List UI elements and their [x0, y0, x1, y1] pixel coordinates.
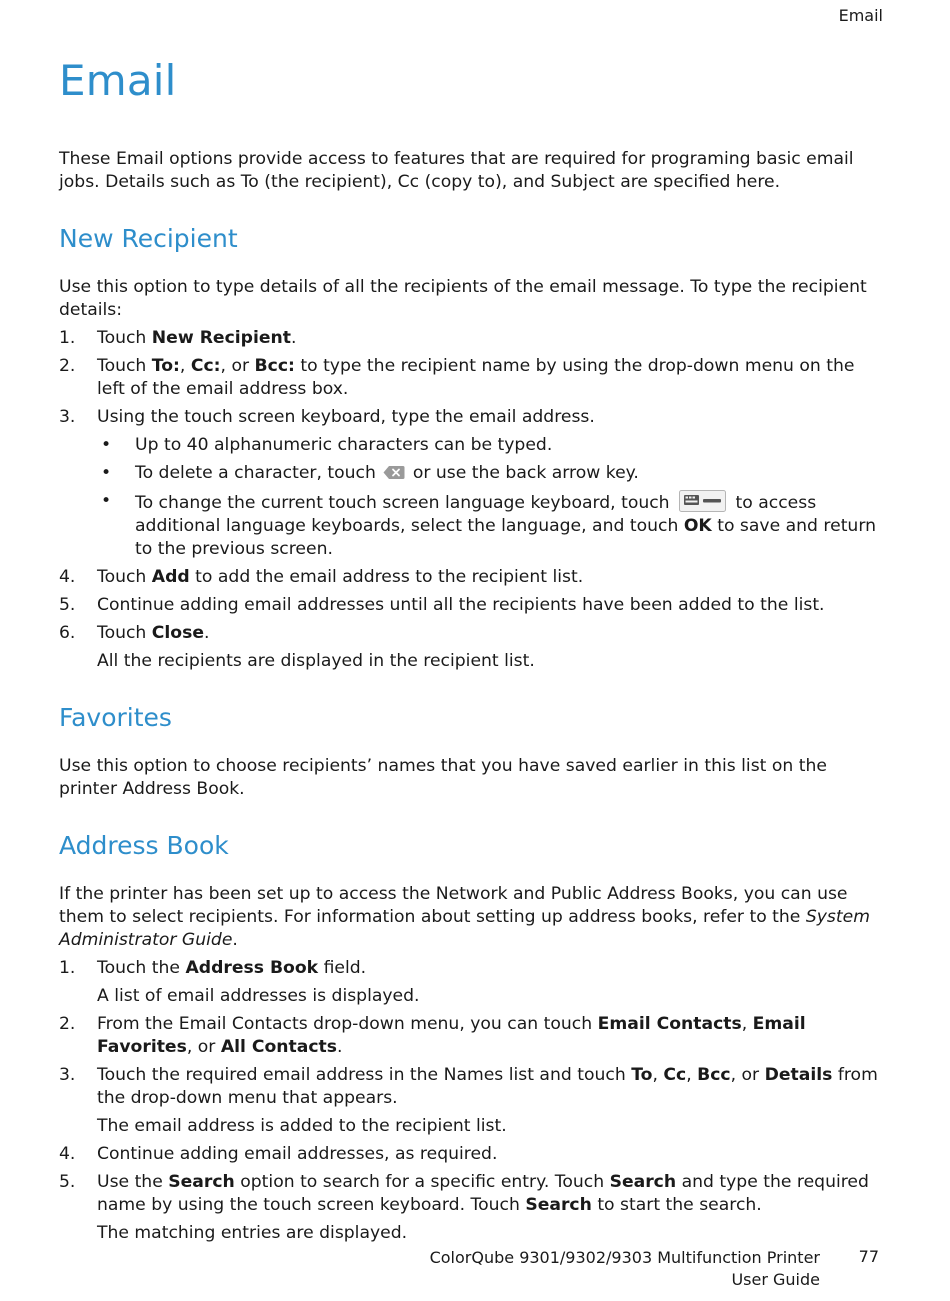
list-item: 1. Touch the Address Book field. A list of email addresses is displayed. — [59, 957, 881, 1008]
step-number: 5. — [59, 1172, 76, 1192]
bullet-list — [97, 434, 881, 561]
backspace-delete-icon — [383, 465, 405, 480]
footer-guide-name: User Guide — [731, 1270, 820, 1289]
running-header: Email — [838, 6, 883, 25]
address-book-steps — [59, 957, 881, 1245]
page-title: Email — [59, 56, 177, 105]
new-recipient-steps — [59, 327, 881, 673]
list-item: 3. Touch the required email address in the Names list and touch To, Cc, Bcc, or Details from the drop-down menu that appears. The email address is added to the recipient list. — [59, 1064, 881, 1138]
list-item: 2. Touch To:, Cc:, or Bcc: to type the recipient name by using the drop-down menu on the left of the email address box. — [59, 356, 855, 399]
bullet-item: • To change the current touch screen language keyboard, touch to access additional language keyboards, select the language, and touch OK to save and return to the previous screen. — [101, 491, 876, 559]
step-number: 2. — [59, 1014, 76, 1034]
step-result: The email address is added to the recipient list. — [97, 1116, 507, 1136]
step-number: 4. — [59, 1144, 76, 1164]
step-result: The matching entries are displayed. — [97, 1223, 408, 1243]
footer-product — [430, 1247, 820, 1291]
bullet: • — [101, 491, 112, 511]
intro-paragraph: These Email options provide access to features that are required for programing basic email jobs. Details such as To (the recipient), Cc (copy to), and Subject are specified here. — [59, 149, 854, 192]
list-item: 2. From the Email Contacts drop-down menu, you can touch Email Contacts, Email Favorites, or All Contacts. — [59, 1014, 806, 1057]
step-result: A list of email addresses is displayed. — [97, 986, 420, 1006]
list-item: 4. Touch Add to add the email address to the recipient list. — [59, 567, 584, 587]
step-number: 4. — [59, 567, 76, 587]
list-item: 3. Using the touch screen keyboard, type the email address. • Up to 40 alphanumeric characters can be typed. • To delete a character, touch or use the back arrow key. • To change the current touch screen language keyboard, touch to access additional language keyboards, select the language, and touch OK to save and return to the previous screen. — [59, 406, 881, 561]
bullet: • — [101, 435, 112, 455]
section-heading-address-book: Address Book — [59, 831, 229, 860]
list-item: 4. Continue adding email addresses, as required. — [59, 1144, 498, 1164]
list-item: 1. Touch New Recipient. — [59, 328, 297, 348]
keyboard-language-icon — [679, 490, 726, 512]
bullet: • — [101, 463, 112, 483]
bullet-item: • To delete a character, touch or use the back arrow key. — [101, 463, 639, 483]
new-recipient-lead: Use this option to type details of all the recipients of the email message. To type the recipient details: — [59, 277, 867, 320]
step-number: 1. — [59, 958, 76, 978]
step-result: All the recipients are displayed in the recipient list. — [97, 651, 535, 671]
step-number: 3. — [59, 1065, 76, 1085]
bullet-item: • Up to 40 alphanumeric characters can be typed. — [101, 435, 553, 455]
step-number: 1. — [59, 328, 76, 348]
list-item: 5. Use the Search option to search for a specific entry. Touch Search and type the required name by using the touch screen keyboard. Touch Search to start the search. The matching entries are displayed. — [59, 1171, 881, 1245]
list-item: 6. Touch Close. All the recipients are displayed in the recipient list. — [59, 622, 881, 673]
step-number: 3. — [59, 407, 76, 427]
step-number: 5. — [59, 595, 76, 615]
footer-product-name: ColorQube 9301/9302/9303 Multifunction Printer — [429, 1248, 820, 1267]
favorites-text: Use this option to choose recipients’ names that you have saved earlier in this list on the printer Address Book. — [59, 756, 827, 799]
address-book-text: If the printer has been set up to access the Network and Public Address Books, you can use them to select recipients. For information about setting up address books, refer to the System Administrator Guide. — [59, 884, 870, 950]
list-item: 5. Continue adding email addresses until all the recipients have been added to the list. — [59, 595, 825, 615]
step-number: 2. — [59, 356, 76, 376]
page-number: 77 — [858, 1247, 879, 1266]
section-heading-new-recipient: New Recipient — [59, 224, 238, 253]
step-number: 6. — [59, 623, 76, 643]
page-content — [59, 148, 881, 1245]
section-heading-favorites: Favorites — [59, 703, 172, 732]
